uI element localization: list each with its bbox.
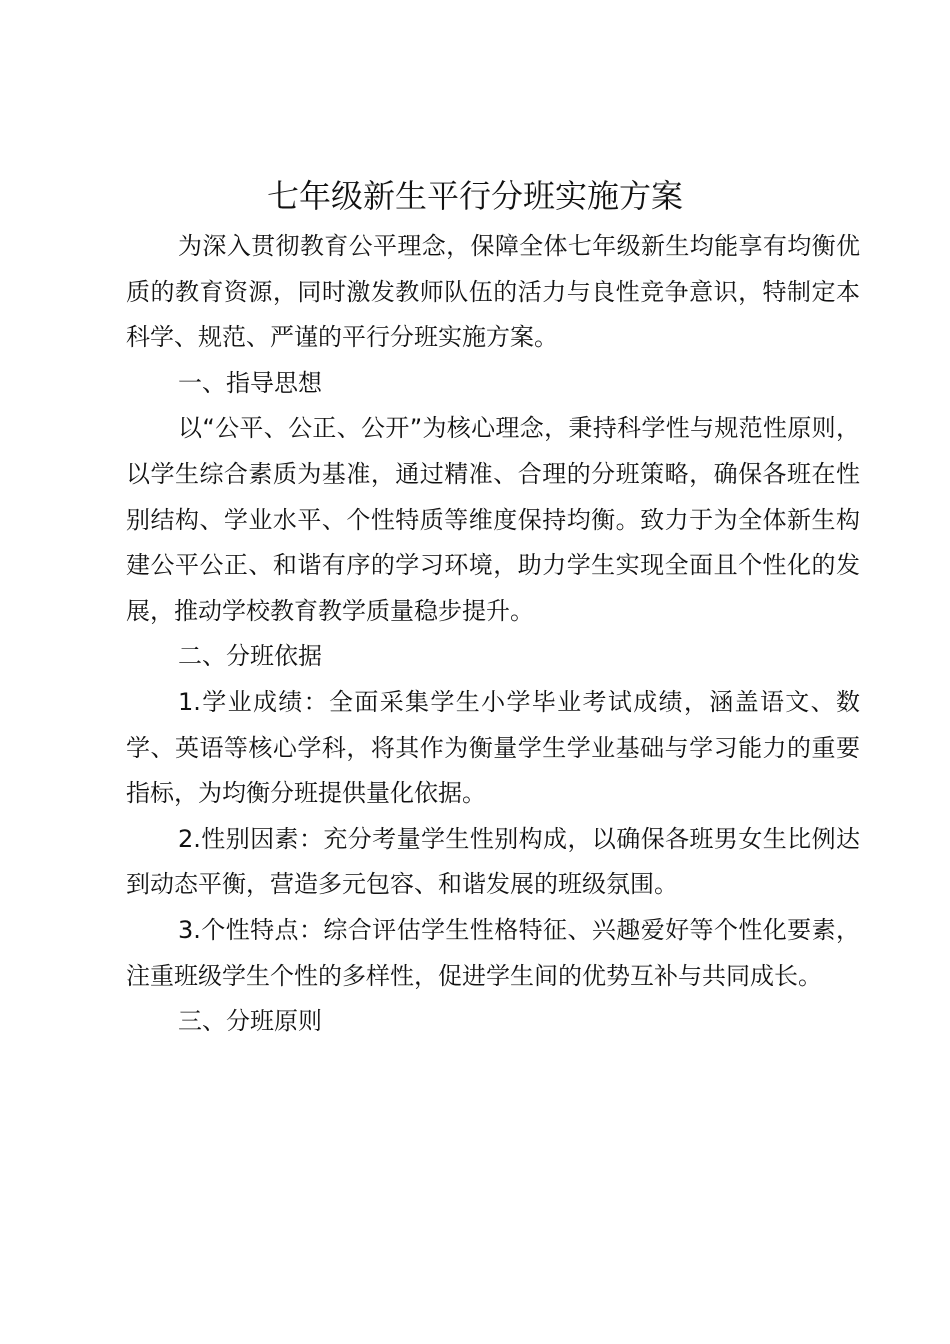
- section-heading-guiding-ideology: 一、指导思想: [178, 368, 322, 397]
- document-title: 七年级新生平行分班实施方案: [266, 177, 683, 215]
- guiding-ideology-paragraph: 以“公平、公正、公开”为核心理念，秉持科学性与规范性原则，以学生综合素质为基准，通过精准、合理的分班策略，确保各班在性别结构、学业水平、个性特质等维度保持均衡。致力于为全体新生构建公平公正、和谐有序的学习环境，助力学生实现全面且个性化的发展，推动学校教育教学质量稳步提升。: [126, 414, 860, 625]
- intro-paragraph: 为深入贯彻教育公平理念，保障全体七年级新生均能享有均衡优质的教育资源，同时激发教师队伍的活力与良性竞争意识，特制定本科学、规范、严谨的平行分班实施方案。: [126, 232, 860, 352]
- section-heading-class-basis: 二、分班依据: [178, 642, 322, 671]
- section-heading-class-principles: 三、分班原则: [178, 1007, 322, 1036]
- basis-academic-paragraph: 1.学业成绩：全面采集学生小学毕业考试成绩，涵盖语文、数学、英语等核心学科，将其作为衡量学生学业基础与学习能力的重要指标，为均衡分班提供量化依据。: [126, 687, 860, 808]
- basis-personality-paragraph: 3.个性特点：综合评估学生性格特征、兴趣爱好等个性化要素，注重班级学生个性的多样性，促进学生间的优势互补与共同成长。: [126, 915, 860, 990]
- basis-gender-paragraph: 2.性别因素：充分考量学生性别构成，以确保各班男女生比例达到动态平衡，营造多元包容、和谐发展的班级氛围。: [126, 824, 860, 899]
- document-body: [126, 224, 860, 1045]
